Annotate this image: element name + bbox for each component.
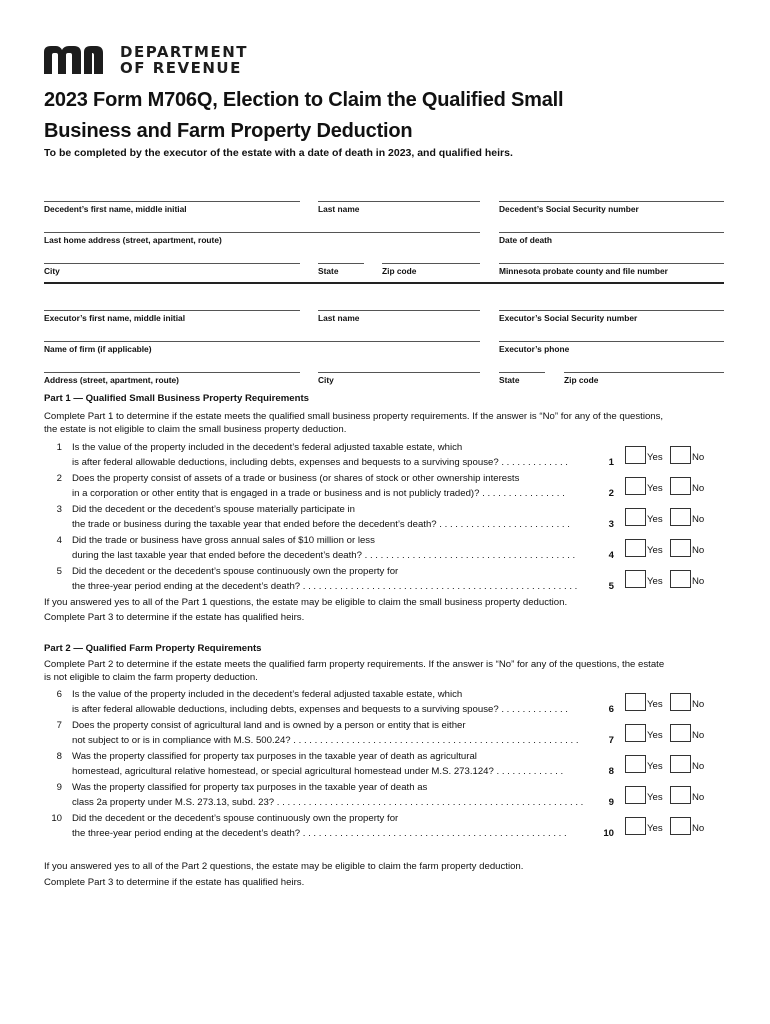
question-number: 9 [56,782,62,793]
decedent-ssn-field[interactable]: Decedent’s Social Security number [499,201,724,214]
part2-intro-line1: Complete Part 2 to determine if the estate meets the qualified farm property requirements. If the answer is “No” for any of the questions, the estate [44,659,665,670]
part2-outro-line2: Complete Part 3 to determine if the estate has qualified heirs. [44,877,305,888]
question-text-line1: Did the trade or business have gross annual sales of $10 million or less [72,535,375,546]
yes-label: Yes [647,823,663,834]
firm-name-field[interactable]: Name of firm (if applicable) [44,341,480,354]
question-text-line2: is after federal allowable deductions, including debts, expenses and bequests to a surviving spouse? . . . . . . . . . . . . . [72,457,568,468]
no-label: No [692,452,705,463]
yes-checkbox[interactable] [625,570,646,588]
executor-ssn-field[interactable]: Executor’s Social Security number [499,310,724,323]
yes-checkbox[interactable] [625,755,646,773]
yes-label: Yes [647,576,663,587]
no-checkbox[interactable] [670,539,691,557]
no-label: No [692,823,705,834]
no-label: No [692,730,705,741]
question-number: 4 [56,535,62,546]
yes-label: Yes [647,761,663,772]
yes-checkbox[interactable] [625,724,646,742]
question-number: 2 [56,473,62,484]
yes-label: Yes [647,483,663,494]
no-label: No [692,792,705,803]
date-of-death-field[interactable]: Date of death [499,232,724,245]
line-number: 9 [608,797,614,808]
question-text-line2: not subject to or is in compliance with M.S. 500.24? . . . . . . . . . . . . . . . . . . . . . . . . . . . . . . . . . . . . . . . . . . . . . . . . . . . . . . [72,735,579,746]
question-text-line2: the trade or business during the taxable year that ended before the decedent’s death? . . . . . . . . . . . . . . . . . . . . . . . . . [72,519,570,530]
yes-label: Yes [647,545,663,556]
line-number: 2 [608,488,614,499]
question-text-line2: is after federal allowable deductions, including debts, expenses and bequests to a surviving spouse? . . . . . . . . . . . . . [72,704,568,715]
part1-intro-line2: the estate is not eligible to claim the small business property deduction. [44,424,347,435]
no-label: No [692,514,705,525]
executor-last-name-field[interactable]: Last name [318,310,480,323]
question-number: 6 [56,689,62,700]
zip-field[interactable]: Zip code [382,263,480,276]
part1-intro-line1: Complete Part 1 to determine if the estate meets the qualified small business property requirements. If the answer is “No” for any of the questions, [44,411,664,422]
executor-first-name-field[interactable]: Executor’s first name, middle initial [44,310,300,323]
question-text-line1: Is the value of the property included in the decedent’s federal adjusted taxable estate, which [72,689,463,700]
yes-label: Yes [647,730,663,741]
question-number: 1 [56,442,62,453]
yes-checkbox[interactable] [625,539,646,557]
no-checkbox[interactable] [670,817,691,835]
state-field[interactable]: State [318,263,364,276]
executor-zip-field[interactable]: Zip code [564,372,724,385]
yes-checkbox[interactable] [625,477,646,495]
question-text-line2: class 2a property under M.S. 273.13, subd. 23? . . . . . . . . . . . . . . . . . . . . . . . . . . . . . . . . . . . . . . . . . . . . . . . . . . . . . . . . . . [72,797,584,808]
executor-phone-field[interactable]: Executor’s phone [499,341,724,354]
no-label: No [692,483,705,494]
yes-label: Yes [647,792,663,803]
line-number: 5 [608,581,614,592]
line-number: 3 [608,519,614,530]
yes-label: Yes [647,514,663,525]
question-text-line2: during the last taxable year that ended before the decedent’s death? . . . . . . . . . . . . . . . . . . . . . . . . . . . . . . . . . . . . . . . . [72,550,576,561]
no-label: No [692,545,705,556]
city-field[interactable]: City [44,263,300,276]
line-number: 10 [603,828,614,839]
executor-city-field[interactable]: City [318,372,480,385]
part1-outro-line1: If you answered yes to all of the Part 1 questions, the estate may be eligible to claim the small business property deduction. [44,597,568,608]
no-checkbox[interactable] [670,446,691,464]
no-checkbox[interactable] [670,693,691,711]
form-title-line1: 2023 Form M706Q, Election to Claim the Qualified Small [44,89,564,111]
question-text-line2: homestead, agricultural relative homestead, or special agricultural homestead under M.S. 273.124? . . . . . . . . . . . . . [72,766,564,777]
no-label: No [692,699,705,710]
part2-outro-line1: If you answered yes to all of the Part 2 questions, the estate may be eligible to claim the farm property deduction. [44,861,524,872]
question-text-line2: the three-year period ending at the decedent’s death? . . . . . . . . . . . . . . . . . . . . . . . . . . . . . . . . . . . . . . . . . . . . . . . . . . [72,828,567,839]
part2-intro-line2: is not eligible to claim the farm property deduction. [44,672,258,683]
probate-field[interactable]: Minnesota probate county and file number [499,263,724,276]
form-subtitle: To be completed by the executor of the estate with a date of death in 2023, and qualified heirs. [44,147,513,159]
line-number: 6 [608,704,614,715]
no-checkbox[interactable] [670,786,691,804]
no-checkbox[interactable] [670,508,691,526]
yes-checkbox[interactable] [625,786,646,804]
mn-logo [44,44,114,74]
question-text-line2: in a corporation or other entity that is engaged in a trade or business and is not publicly traded)? . . . . . . . . . . . . . . . . [72,488,565,499]
line-number: 1 [608,457,614,468]
yes-checkbox[interactable] [625,508,646,526]
yes-label: Yes [647,452,663,463]
yes-checkbox[interactable] [625,693,646,711]
executor-state-field[interactable]: State [499,372,545,385]
form-title-line2: Business and Farm Property Deduction [44,120,413,142]
no-checkbox[interactable] [670,724,691,742]
no-checkbox[interactable] [670,477,691,495]
yes-label: Yes [647,699,663,710]
home-address-field[interactable]: Last home address (street, apartment, route) [44,232,480,245]
question-text-line1: Does the property consist of agricultural land and is owned by a person or entity that is either [72,720,466,731]
section-divider [44,282,724,284]
question-text-line1: Did the decedent or the decedent’s spouse materially participate in [72,504,356,515]
question-text-line1: Was the property classified for property tax purposes in the taxable year of death as agricultural [72,751,477,762]
yes-checkbox[interactable] [625,817,646,835]
no-checkbox[interactable] [670,570,691,588]
question-text-line1: Is the value of the property included in the decedent’s federal adjusted taxable estate, which [72,442,463,453]
question-number: 3 [56,504,62,515]
line-number: 8 [608,766,614,777]
no-label: No [692,761,705,772]
yes-checkbox[interactable] [625,446,646,464]
question-number: 10 [51,813,62,824]
part2-title: Part 2 — Qualified Farm Property Requirements [44,643,262,654]
question-text-line2: the three-year period ending at the decedent’s death? . . . . . . . . . . . . . . . . . . . . . . . . . . . . . . . . . . . . . . . . . . . . . . . . . . . . [72,581,578,592]
decedent-last-name-field[interactable]: Last name [318,201,480,214]
question-number: 8 [56,751,62,762]
dept-name: DEPARTMENT OF REVENUE [120,43,248,77]
question-text-line1: Does the property consist of assets of a trade or business (or shares of stock or other ownership interests [72,473,520,484]
no-checkbox[interactable] [670,755,691,773]
no-label: No [692,576,705,587]
decedent-first-name-field[interactable]: Decedent’s first name, middle initial [44,201,300,214]
part1-title: Part 1 — Qualified Small Business Property Requirements [44,393,309,404]
line-number: 7 [608,735,614,746]
question-number: 5 [56,566,62,577]
question-text-line1: Was the property classified for property tax purposes in the taxable year of death as [72,782,428,793]
question-number: 7 [56,720,62,731]
executor-address-field[interactable]: Address (street, apartment, route) [44,372,300,385]
question-text-line1: Did the decedent or the decedent’s spouse continuously own the property for [72,566,399,577]
line-number: 4 [608,550,614,561]
question-text-line1: Did the decedent or the decedent’s spouse continuously own the property for [72,813,399,824]
part1-outro-line2: Complete Part 3 to determine if the estate has qualified heirs. [44,612,305,623]
